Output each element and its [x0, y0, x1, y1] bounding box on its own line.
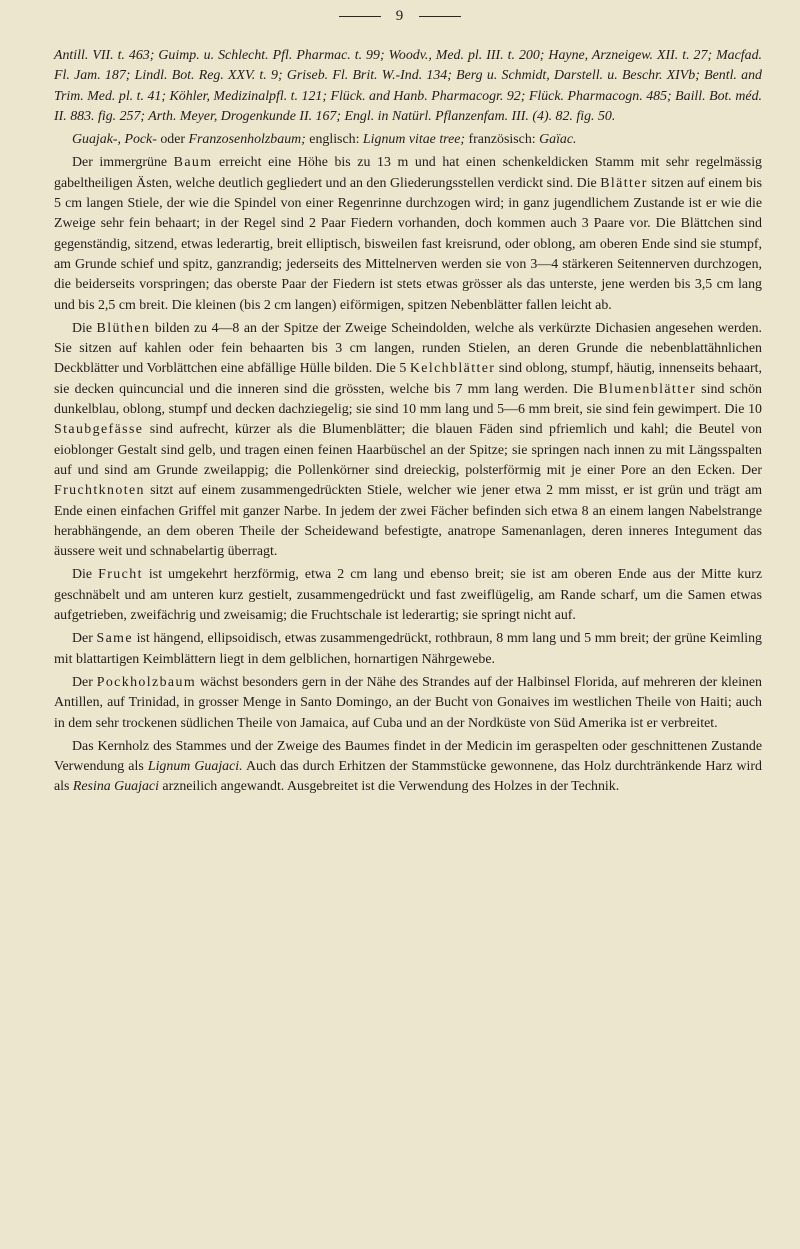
page-body: [54, 46, 762, 798]
paragraph-usage: [54, 737, 762, 798]
common-name-fr: Gaïac.: [539, 132, 577, 148]
common-names-paragraph: [54, 130, 762, 150]
term-blaetter: Blätter: [600, 175, 648, 191]
text-run: ist hängend, ellipsoidisch, etwas zusammengedrückt, rothbraun, 8 mm lang und 5 mm breit; der grüne Keimling mit blattartigen Keimblättern liegt in dem gelblichen, hornartigen Nährgewebe.: [54, 631, 763, 667]
term-blumenblaetter: Blumenblätter: [598, 381, 697, 397]
term-baum: Baum: [173, 155, 213, 171]
text-run: wächst besonders gern in der Nähe des Strandes auf der Halbinsel Florida, auf mehreren der kleinen Antillen, auf Trinidad, in grosser Menge in Santo Domingo, an der Bucht von Gonaives im westlichen Theile von Haiti; auch in dem sehr trockenen südlichen Theile von Jamaica, auf Cuba und an der Nordküste von Süd Amerika ist er verbreitet.: [54, 674, 762, 731]
term-same: Same: [96, 631, 133, 647]
text-run: bilden zu 4—8 an der Spitze der Zweige Scheindolden, welche als verkürzte Dichasien angesehen werden. Sie sitzen auf kahlen oder fein behaarten bis 3 cm langen, runden Stielen, an deren Grunde die nebenblattähnlichen Deckblätter und Vorblättchen eine abfällige Hülle bilden. Die 5: [54, 320, 763, 377]
text-run: erreicht eine Höhe bis zu 13 m und hat einen schenkeldicken Stamm mit sehr regelmässig gabeltheiligen Ästen, welche deutlich gegliedert und an den Gliederungsstellen verdickt sind. Die: [54, 155, 763, 191]
paragraph-tree: [54, 153, 762, 315]
text-run: arzneilich angewandt. Ausgebreitet ist die Verwendung des Holzes in der Technik.: [158, 779, 620, 795]
text-run: Das Kernholz des Stammes und der Zweige des Baumes findet in der Medicin im geraspelten oder geschnittenen Zustande Verwendung als: [54, 738, 762, 775]
page-number: 9: [395, 8, 405, 24]
names-connector: oder: [156, 132, 189, 148]
term-fruchtknoten: Fruchtknoten: [54, 483, 145, 499]
paragraph-flowers: [54, 319, 762, 563]
text-run: Der: [72, 631, 97, 647]
paragraph-seed: [54, 629, 762, 670]
header-rule-right: [419, 16, 461, 17]
page-header: [0, 8, 800, 25]
paragraph-distribution: [54, 673, 762, 734]
text-run: sind schön dunkelblau, oblong, stumpf und decken dachziegelig; sie sind 10 mm lang und 5—6 mm breit, sie sind fein gewimpert. Die 10: [54, 381, 762, 418]
names-french-label: französisch:: [465, 132, 540, 148]
common-name-en: Lignum vitae tree;: [362, 132, 466, 148]
header-rule-left: [339, 16, 381, 17]
term-resina-guajaci: Resina Guajaci: [72, 779, 159, 795]
text-run: sitzt auf einem zusammengedrückten Stiele, welcher wie jener etwa 2 mm misst, er ist grün und trägt am Ende einen einfachen Griffel mit ganzer Narbe. In jedem der zwei Fächer befinden sich etwa 8 an einem langen Nabelstrange herabhängende, an dem oberen Theile der Scheidewand befestigte, anatrope Samenanlagen, deren inneres Integument das äussere weit und schnabelartig überragt.: [54, 483, 762, 560]
term-pockholzbaum: Pockholzbaum: [96, 674, 197, 690]
text-run: Auch das durch Erhitzen der Stammstücke gewonnene, das Holz durchtränkende Harz wird als: [54, 759, 762, 795]
common-name-de-2: Franzosenholzbaum;: [188, 132, 306, 148]
term-kelchblaetter: Kelchblätter: [409, 361, 496, 377]
common-name-de: Guajak-, Pock-: [72, 132, 157, 148]
term-bluethen: Blüthen: [96, 320, 151, 336]
names-english-label: englisch:: [305, 132, 363, 148]
text-run: Der immergrüne: [72, 155, 174, 171]
text-run: ist umgekehrt herzförmig, etwa 2 cm lang und ebenso breit; sie ist am oberen Ende aus der Mitte kurz geschnäbelt und am unteren kurz gestielt, zusammengedrückt und fast zweiflügelig, am Rande scharf, um die Samen etwas aufgetrieben, zweifächrig und zweisamig; die Fruchtschale ist lederartig; sie springt nicht auf.: [54, 567, 762, 624]
text-run: sitzen auf einem bis 5 cm langen Stiele, der wie die Spindel von einer Regenrinne durchzogen wird; in ganz jugendlichem Zustande ist er wie die Zweige sehr fein behaart; in der Regel sind 2 Paar Fiedern vorhanden, doch kommen auch 3 Paare vor. Die Blättchen sind gegenständig, sitzend, etwas lederartig, breit elliptisch, bisweilen fast kreisrund, oder oblong, am oberen Ende sind sie stumpf, am Grunde schief und spitz, ganzrandig; jederseits des Mittelnerven werden sie von 3—4 stärkeren Seitennerven durchzogen, die beiderseits vorspringen; das oberste Paar der Fiedern ist stets etwas grösser als das unterste, jene werden bis 3,5 cm lang und bis 2,5 cm breit. Die kleinen (bis 2 cm langen) eiförmigen, spitzen Nebenblätter fallen leicht ab.: [54, 175, 762, 313]
text-run: sind aufrecht, kürzer als die Blumenblätter; die blauen Fäden sind pfriemlich und kahl; die Beutel von eioblonger Gestalt sind gelb, und tragen einen feinen Haarbüschel an der Spitze; sie springen nach innen zu mit Längsspalten auf und sind am Grunde zweilappig; die Pollenkörner sind dreieckig, polsterförmig mit je einer Pore an den Ecken. Der: [54, 422, 762, 478]
term-staubgefaesse: Staubgefässe: [54, 422, 144, 438]
paragraph-fruit: [54, 565, 762, 626]
term-frucht: Frucht: [98, 567, 143, 583]
text-run: Die: [72, 567, 99, 583]
text-run: Der: [72, 674, 97, 690]
text-run: Die: [72, 320, 97, 336]
literature-references: Antill. VII. t. 463; Guimp. u. Schlecht. Pfl. Pharmac. t. 99; Woodv., Med. pl. III. t. 200; Hayne, Arzneigew. XII. t. 27; Macfad. Fl. Jam. 187; Lindl. Bot. Reg. XXV. t. 9; Griseb. Fl. Brit. W.-Ind. 134; Berg u. Schmidt, Darstell. u. Beschr. XIVb; Bentl. and Trim. Med. pl. t. 41; Köhler, Medizinalpfl. t. 121; Flück. and Hanb. Pharmacogr. 92; Flück. Pharmacogn. 485; Baill. Bot. méd. II. 883. fig. 257; Arth. Meyer, Drogenkunde II. 167; Engl. in Natürl. Pflanzenfam. III. (4). 82. fig. 50.: [54, 48, 762, 124]
text-run: sind oblong, stumpf, häutig, innenseits behaart, sie decken quincuncial und die inneren sind die grössten, welche bis 7 mm lang werden. Die: [54, 361, 762, 397]
term-lignum-guajaci: Lignum Guajaci.: [147, 759, 243, 775]
